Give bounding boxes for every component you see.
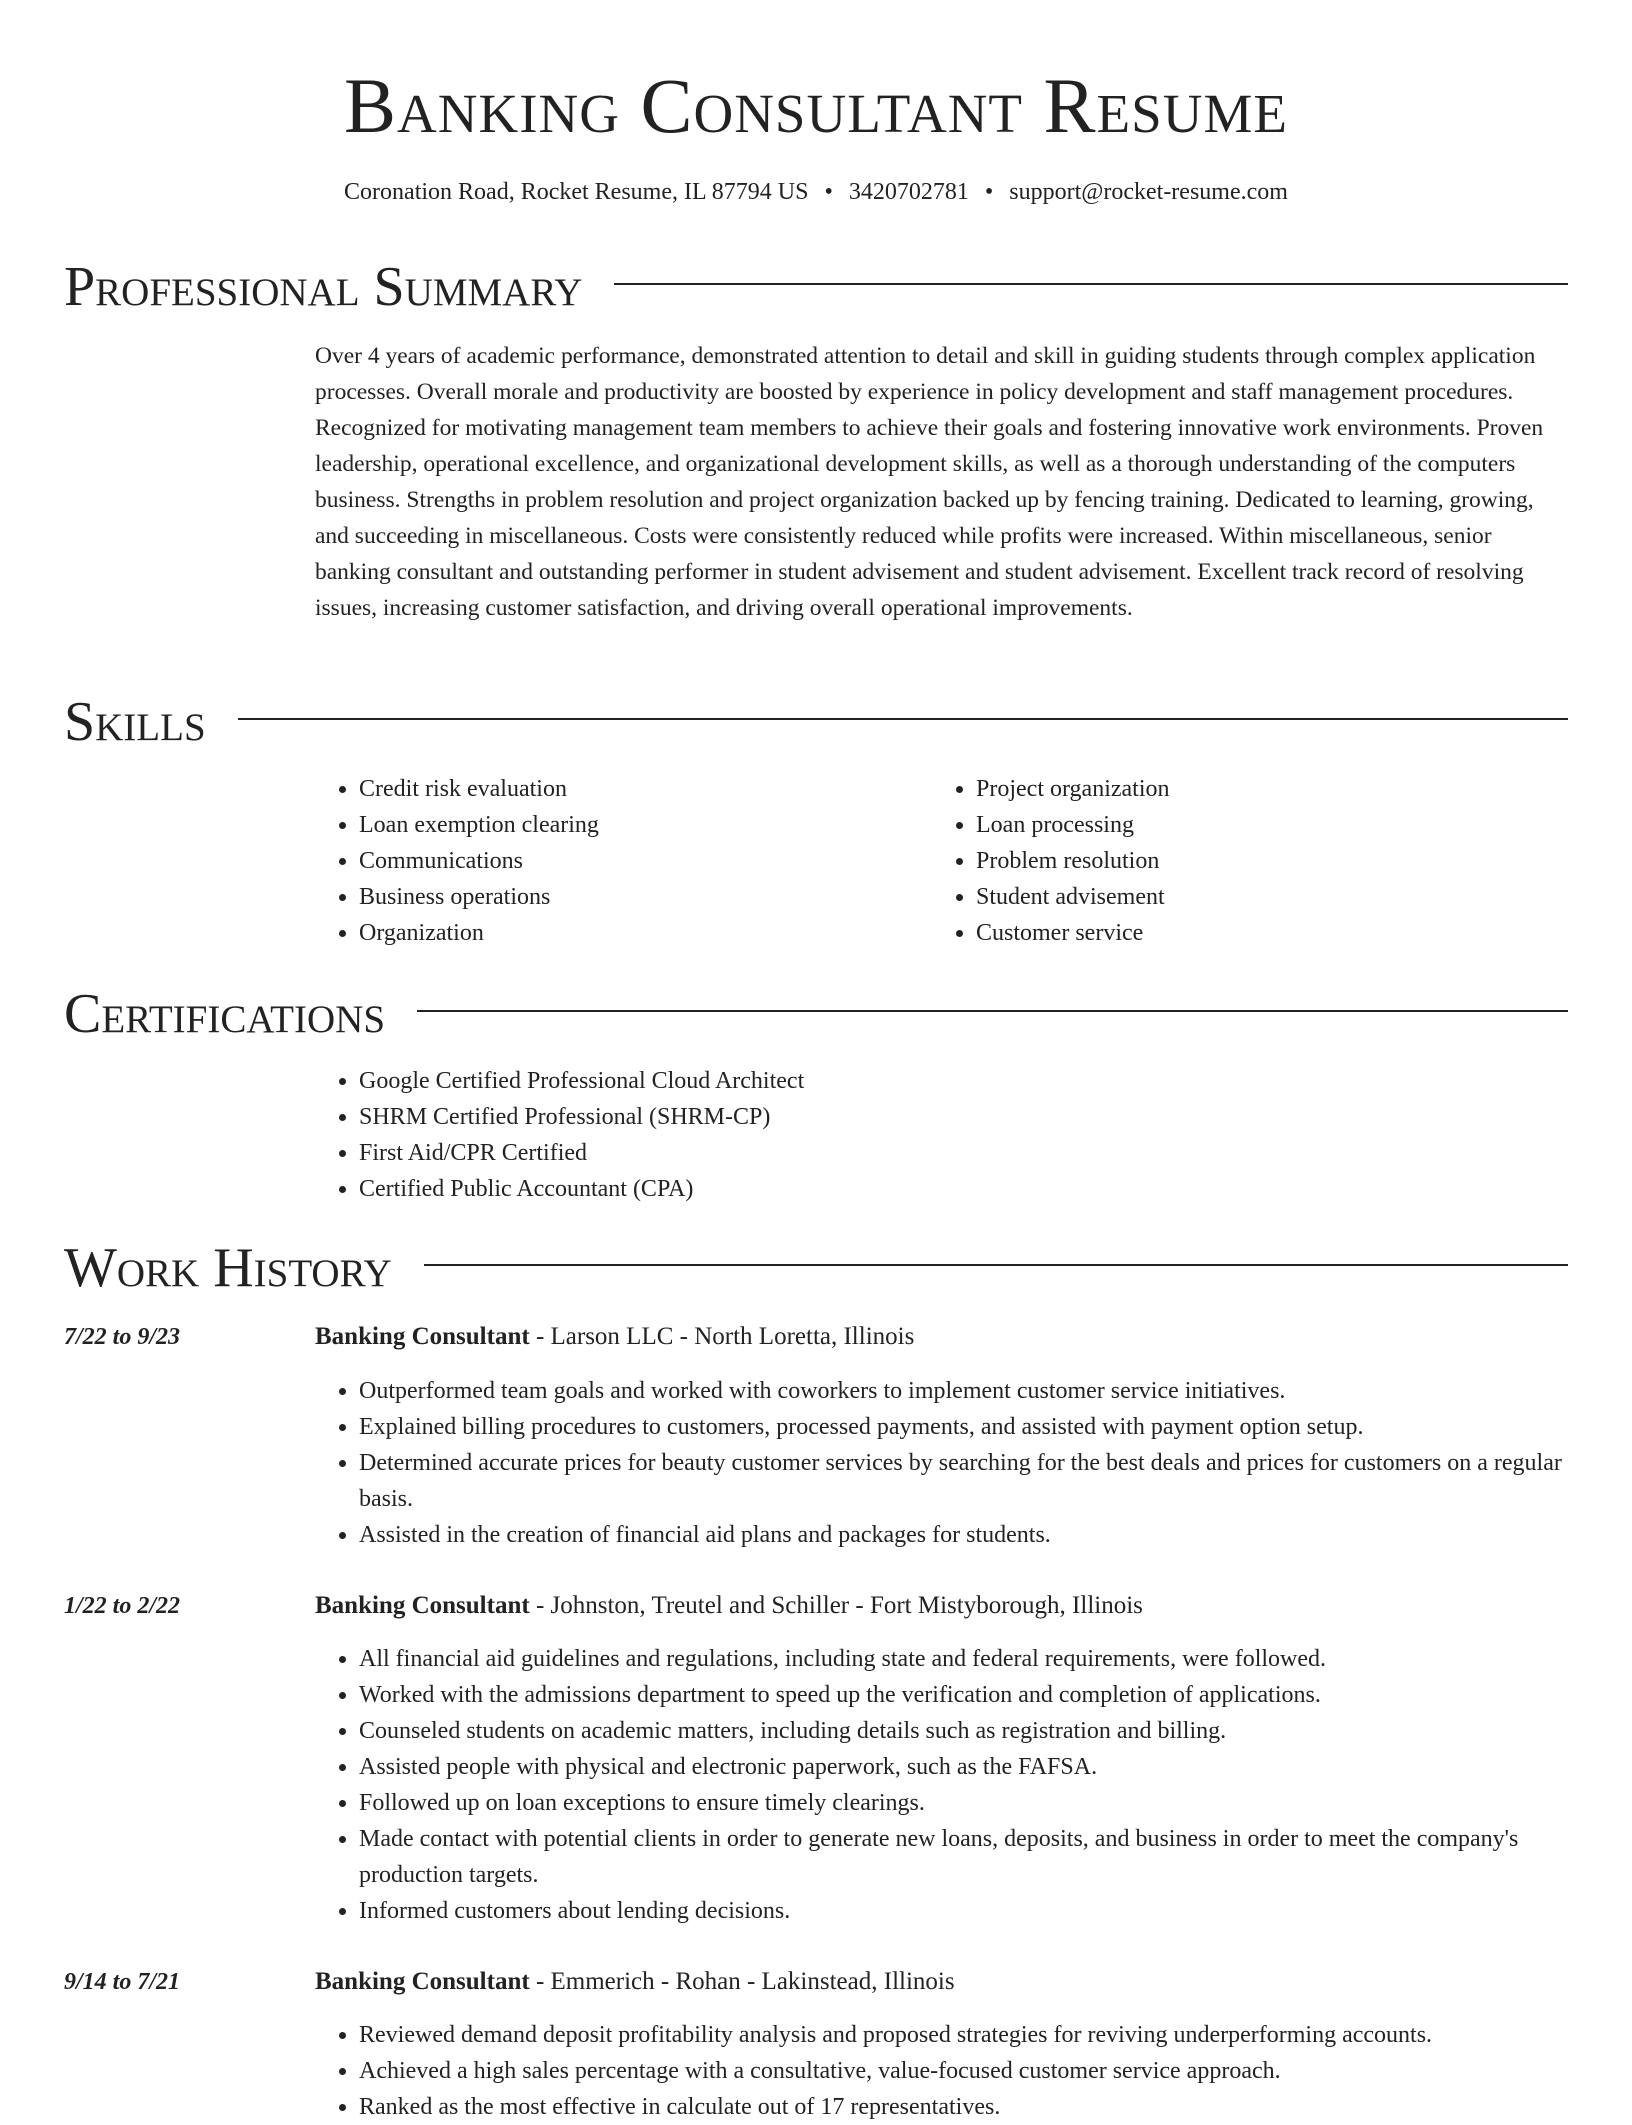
job-duties-list	[315, 1641, 1570, 1929]
certifications-heading: Certifications	[64, 983, 386, 1045]
work-history-heading: Work History	[64, 1237, 392, 1299]
summary-section-header	[64, 252, 1568, 322]
job-duty-item: • Achieved a high sales percentage with a consultative, value-focused customer service approach.	[359, 2053, 1570, 2089]
job-dates: 1/22 to 2/22	[64, 1593, 181, 1619]
job-company-location: - Larson LLC - North Loretta, Illinois	[529, 1323, 915, 1350]
skill-item: • Loan processing	[976, 807, 1492, 843]
job-title: Banking Consultant	[315, 1323, 530, 1350]
skills-section-header	[64, 687, 1568, 757]
skill-item: • Customer service	[976, 915, 1492, 951]
skills-right-column	[932, 771, 1492, 951]
job-title: Banking Consultant	[315, 1592, 530, 1619]
section-divider	[417, 1010, 1568, 1012]
job-duty-item: • Worked with the admissions department to speed up the verification and completion of applications.	[359, 1677, 1570, 1713]
skills-list-left	[315, 771, 875, 951]
job-company-location: - Emmerich - Rohan - Lakinstead, Illinois	[529, 1968, 955, 1995]
certification-item: • Google Certified Professional Cloud Architect	[359, 1063, 1515, 1099]
certifications-block	[315, 1063, 1515, 1207]
certification-item: • Certified Public Accountant (CPA)	[359, 1171, 1515, 1207]
job-duties	[315, 2017, 1570, 2125]
job-duty-item: • Explained billing procedures to customers, processed payments, and assisted with payment option setup.	[359, 1409, 1570, 1445]
skill-item: • Problem resolution	[976, 843, 1492, 879]
job-heading	[315, 1964, 1570, 2000]
job-heading	[315, 1588, 1570, 1624]
job-dates: 7/22 to 9/23	[64, 1324, 181, 1350]
skills-left-column	[315, 771, 875, 951]
job-dates: 9/14 to 7/21	[64, 1969, 181, 1995]
skills-heading: Skills	[64, 691, 206, 753]
section-divider	[424, 1264, 1568, 1266]
job-duties-list	[315, 2017, 1570, 2125]
contact-separator: •	[824, 179, 833, 205]
section-divider	[238, 718, 1568, 720]
contact-phone: 3420702781	[848, 179, 969, 205]
job-duty-item: • Informed customers about lending decisions.	[359, 1893, 1570, 1929]
job-duty-item: • All financial aid guidelines and regulations, including state and federal requirements, were followed.	[359, 1641, 1570, 1677]
job-duty-item: • Outperformed team goals and worked with coworkers to implement customer service initiatives.	[359, 1373, 1570, 1409]
contact-address: Coronation Road, Rocket Resume, IL 87794 US	[344, 179, 809, 205]
skill-item: • Organization	[359, 915, 875, 951]
job-duties	[315, 1373, 1570, 1553]
job-duty-item: • Counseled students on academic matters, including details such as registration and billing.	[359, 1713, 1570, 1749]
job-title: Banking Consultant	[315, 1968, 530, 1995]
job-duty-item: • Assisted people with physical and electronic paperwork, such as the FAFSA.	[359, 1749, 1570, 1785]
summary-paragraph: Over 4 years of academic performance, demonstrated attention to detail and skill in guiding students through complex application processes. Overall morale and productivity are boosted by experience in policy development and staff management procedures. Recognized for motivating management team members to achieve their goals and fostering innovative work environments. Proven leadership, operational excellence, and organizational development skills, as well as a thorough understanding of the computers business. Strengths in problem resolution and project organization backed up by fencing training. Dedicated to learning, growing, and succeeding in miscellaneous. Costs were consistently reduced while profits were increased. Within miscellaneous, senior banking consultant and outstanding performer in student advisement and student advisement. Excellent track record of resolving issues, increasing customer satisfaction, and driving overall operational improvements.	[315, 343, 1544, 621]
resume-title: Banking Consultant Resume	[344, 62, 1288, 149]
job-duty-item: • Ranked as the most effective in calculate out of 17 representatives.	[359, 2089, 1570, 2125]
certifications-section-header	[64, 979, 1568, 1049]
skill-item: • Credit risk evaluation	[359, 771, 875, 807]
skill-item: • Student advisement	[976, 879, 1492, 915]
contact-line	[0, 174, 1632, 210]
summary-heading: Professional Summary	[64, 256, 583, 318]
contact-email: support@rocket-resume.com	[1009, 179, 1288, 205]
job-heading	[315, 1319, 1570, 1355]
job-duties	[315, 1641, 1570, 1929]
contact-separator: •	[984, 179, 994, 205]
skill-item: • Project organization	[976, 771, 1492, 807]
skill-item: • Loan exemption clearing	[359, 807, 875, 843]
job-duty-item: • Determined accurate prices for beauty customer services by searching for the best deals and prices for customers on a regular basis.	[359, 1445, 1570, 1517]
skill-item: • Business operations	[359, 879, 875, 915]
skill-item: • Communications	[359, 843, 875, 879]
work-history-section-header	[64, 1233, 1568, 1303]
job-company-location: - Johnston, Treutel and Schiller - Fort Mistyborough, Illinois	[529, 1592, 1143, 1619]
job-duty-item: • Reviewed demand deposit profitability analysis and proposed strategies for reviving underperforming accounts.	[359, 2017, 1570, 2053]
certification-item: • First Aid/CPR Certified	[359, 1135, 1515, 1171]
job-duty-item: • Followed up on loan exceptions to ensure timely clearings.	[359, 1785, 1570, 1821]
job-duties-list	[315, 1373, 1570, 1553]
job-duty-item: • Assisted in the creation of financial aid plans and packages for students.	[359, 1517, 1570, 1553]
certification-item: • SHRM Certified Professional (SHRM-CP)	[359, 1099, 1515, 1135]
skills-list-right	[932, 771, 1492, 951]
job-duty-item: • Made contact with potential clients in order to generate new loans, deposits, and business in order to meet the company's production targets.	[359, 1821, 1570, 1893]
certifications-list	[315, 1063, 1515, 1207]
section-divider	[614, 283, 1568, 285]
